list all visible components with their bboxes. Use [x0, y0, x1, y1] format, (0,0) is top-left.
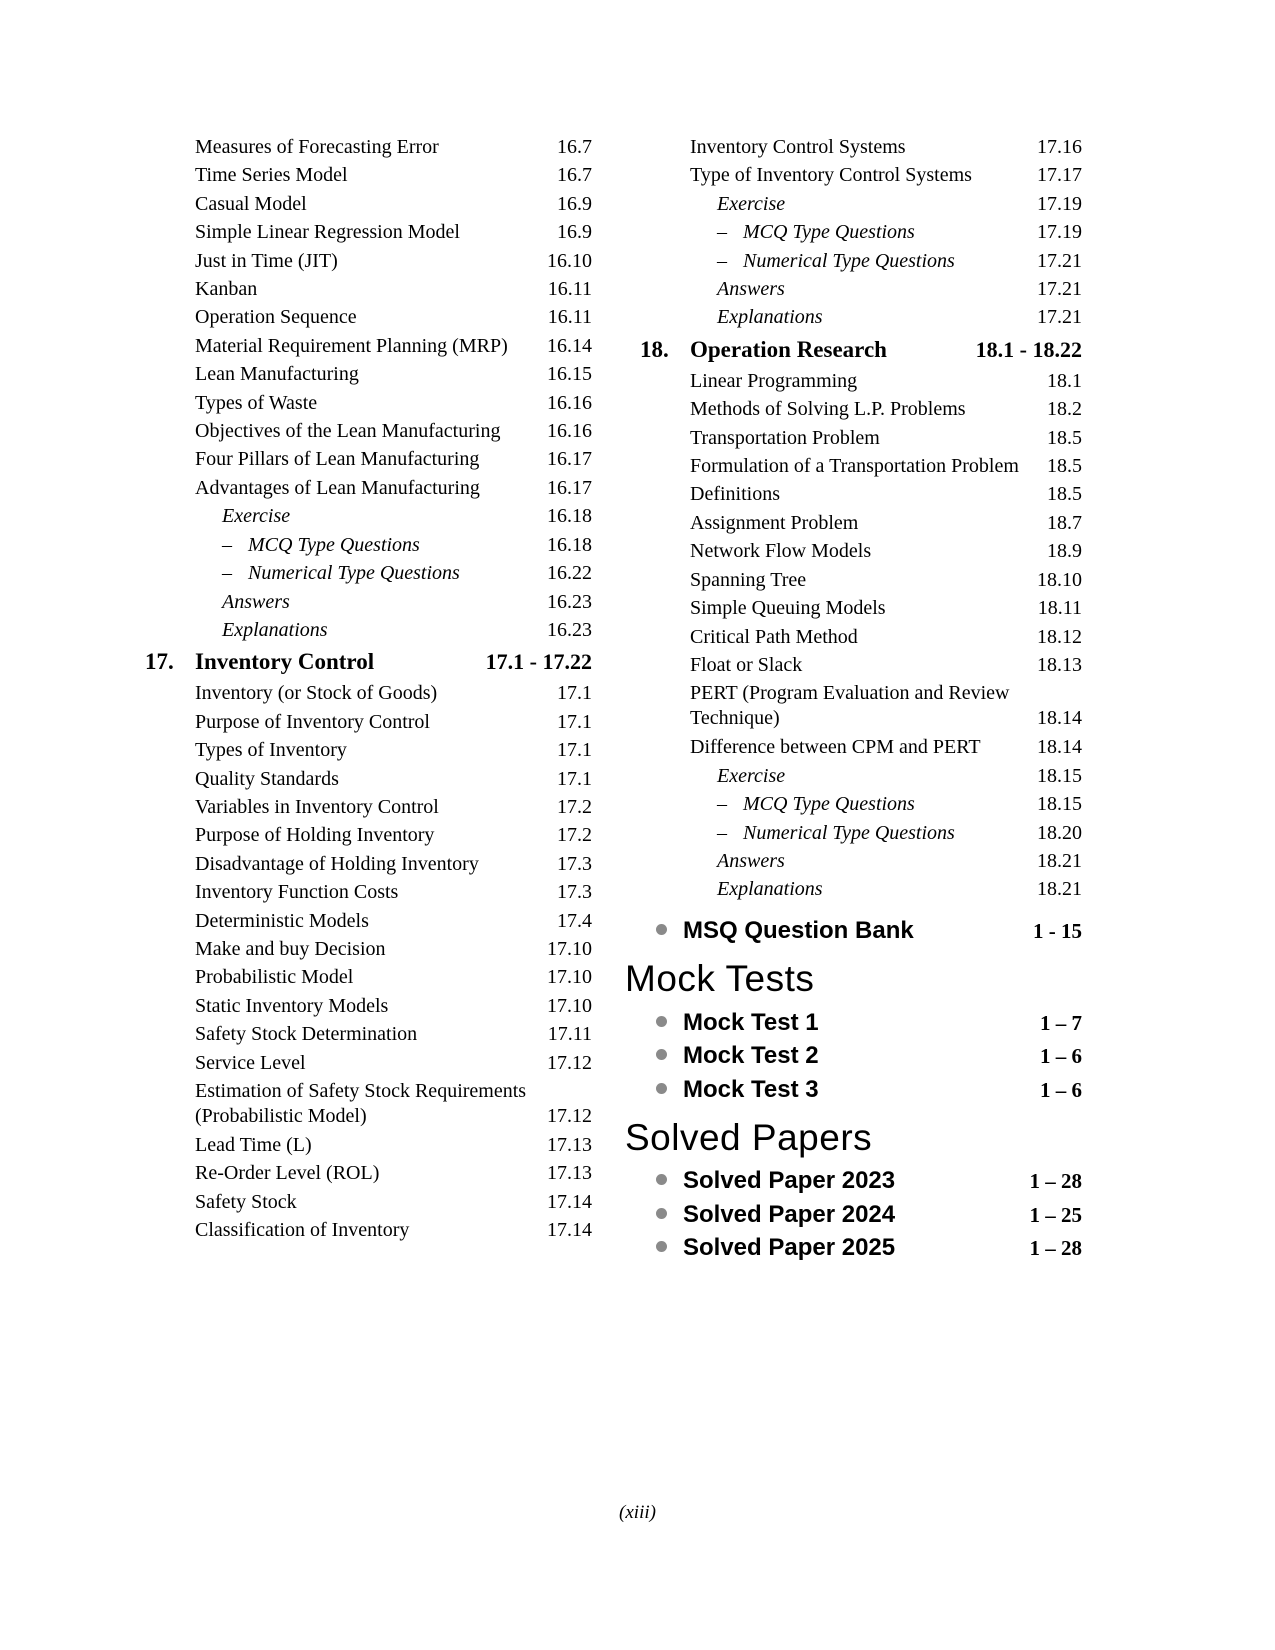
chapter-page-range: 18.1 - 18.22: [975, 336, 1082, 362]
section-heading: Mock Tests: [625, 958, 815, 1000]
entry-page: 18.5: [1047, 426, 1082, 449]
toc-entry: [640, 275, 1082, 303]
toc-entry: [145, 963, 592, 991]
toc-entry: [640, 395, 1082, 423]
toc-entry: [145, 736, 592, 764]
dash-marker: –: [717, 793, 727, 816]
dash-marker: –: [717, 221, 727, 244]
toc-entry: [145, 1020, 592, 1048]
entry-page: 16.7: [557, 164, 592, 187]
entry-label: Inventory (or Stock of Goods): [195, 682, 438, 705]
toc-entry: [640, 537, 1082, 565]
entry-label: Safety Stock: [195, 1190, 297, 1213]
toc-entry: [640, 623, 1082, 651]
toc-column-left: [145, 133, 592, 1265]
entry-label: Explanations: [222, 618, 328, 641]
entry-page: 18.14: [1037, 707, 1082, 730]
entry-page: 17.13: [547, 1134, 592, 1156]
entry-label: Numerical Type Questions: [743, 821, 955, 844]
chapter-number: 17.: [145, 649, 174, 675]
entry-page: 1 – 25: [1029, 1202, 1082, 1227]
entry-page: 18.21: [1037, 878, 1082, 901]
entry-page: 17.4: [557, 909, 592, 932]
entry-label: Static Inventory Models: [195, 994, 389, 1017]
entry-page: 18.20: [1037, 821, 1082, 844]
entry-label: MCQ Type Questions: [743, 221, 915, 244]
entry-label: Just in Time (JIT): [195, 249, 338, 272]
entry-label: Types of Inventory: [195, 739, 347, 762]
toc-entry: [145, 389, 592, 417]
toc-entry: [145, 1159, 592, 1187]
entry-page: 17.1: [557, 710, 592, 733]
entry-page: 16.17: [547, 448, 592, 471]
bullet-icon: [656, 1208, 667, 1219]
entry-page: 17.1: [557, 767, 592, 790]
entry-page: 17.10: [547, 994, 592, 1017]
entry-page: 17.16: [1037, 136, 1082, 158]
entry-label: Assignment Problem: [690, 511, 859, 534]
entry-label: Make and buy Decision: [195, 937, 386, 960]
entry-label: Answers: [717, 278, 785, 301]
entry-label: Re-Order Level (ROL): [195, 1162, 380, 1185]
entry-label: Exercise: [717, 192, 786, 215]
toc-entry: [145, 616, 592, 644]
entry-label: Numerical Type Questions: [248, 562, 460, 585]
entry-label: Four Pillars of Lean Manufacturing: [195, 448, 480, 471]
entry-label: PERT (Program Evaluation and Review Technique): [690, 682, 1010, 730]
entry-page: 16.14: [547, 334, 592, 357]
toc-entry: [640, 875, 1082, 903]
chapter-title: Inventory Control: [195, 649, 375, 675]
toc-entry: [145, 531, 592, 559]
bullet-icon: [656, 924, 667, 935]
bullet-entry: [640, 1073, 1082, 1107]
toc-entry: [145, 708, 592, 736]
toc-entry: [145, 793, 592, 821]
chapter-heading: [145, 647, 592, 677]
bullet-icon: [656, 1016, 667, 1027]
entry-page: 16.22: [547, 562, 592, 585]
entry-label: Network Flow Models: [690, 540, 872, 563]
entry-label: Estimation of Safety Stock Requirements (Probabilistic Model): [195, 1080, 527, 1127]
bullet-entry: [640, 1165, 1082, 1199]
entry-page: 18.5: [1047, 483, 1082, 506]
entry-page: 17.2: [557, 795, 592, 818]
entry-page: 17.21: [1037, 278, 1082, 301]
entry-page: 18.12: [1037, 625, 1082, 648]
bullet-entry: [640, 1006, 1082, 1040]
toc-entry: [145, 1188, 592, 1216]
entry-label: MCQ Type Questions: [248, 533, 420, 556]
entry-page: 17.1: [557, 739, 592, 762]
bullet-icon: [656, 1083, 667, 1094]
entry-page: 1 – 6: [1040, 1077, 1082, 1102]
toc-entry: [640, 566, 1082, 594]
toc-entry: [145, 303, 592, 331]
dash-marker: –: [717, 249, 727, 272]
entry-page: 18.15: [1037, 764, 1082, 787]
entry-page: 16.11: [547, 278, 592, 301]
entry-label: Float or Slack: [690, 653, 803, 676]
entry-label: Purpose of Inventory Control: [195, 710, 430, 733]
entry-label: Exercise: [222, 505, 291, 528]
toc-entry: [640, 679, 1082, 733]
entry-page: 16.18: [547, 505, 592, 528]
toc-entry: [145, 1216, 592, 1244]
entry-label: Advantages of Lean Manufacturing: [195, 476, 480, 499]
toc-entry: [640, 733, 1082, 761]
entry-label: Critical Path Method: [690, 625, 858, 648]
entry-page: 18.2: [1047, 398, 1082, 421]
toc-entry: [145, 992, 592, 1020]
entry-label: Objectives of the Lean Manufacturing: [195, 420, 501, 443]
entry-label: Measures of Forecasting Error: [195, 136, 439, 158]
entry-label: Formulation of a Transportation Problem: [690, 455, 1019, 478]
entry-label: Inventory Function Costs: [195, 881, 399, 904]
toc-entry: [640, 452, 1082, 480]
toc-column-right: [625, 133, 1082, 1265]
toc-entry: [145, 821, 592, 849]
toc-entry: [145, 332, 592, 360]
toc-entry: [145, 360, 592, 388]
entry-page: 1 – 28: [1029, 1169, 1082, 1194]
entry-page: 1 – 6: [1040, 1044, 1082, 1069]
entry-label: Disadvantage of Holding Inventory: [195, 852, 479, 875]
entry-label: Answers: [717, 849, 785, 872]
toc-entry: [145, 559, 592, 587]
bullet-entry: [640, 1198, 1082, 1232]
toc-entry: [640, 367, 1082, 395]
entry-page: 18.15: [1037, 793, 1082, 816]
toc-entry: [640, 161, 1082, 189]
entry-page: 17.3: [557, 852, 592, 875]
toc-entry: [145, 417, 592, 445]
entry-label: Explanations: [717, 306, 823, 329]
toc-entry: [640, 303, 1082, 331]
entry-label: MSQ Question Bank: [683, 917, 914, 945]
entry-page: 17.3: [557, 881, 592, 904]
entry-label: Variables in Inventory Control: [195, 795, 439, 818]
entry-label: Quality Standards: [195, 767, 339, 790]
toc-entry: [145, 190, 592, 218]
entry-page: 16.18: [547, 533, 592, 556]
entry-page: 17.14: [547, 1190, 592, 1213]
entry-label: Numerical Type Questions: [743, 249, 955, 272]
entry-label: Kanban: [195, 278, 258, 301]
toc-entry: [145, 1077, 592, 1131]
entry-label: Methods of Solving L.P. Problems: [690, 398, 966, 421]
entry-page: 18.7: [1047, 511, 1082, 534]
entry-page: 1 – 28: [1029, 1236, 1082, 1261]
chapter-title: Operation Research: [690, 336, 887, 362]
entry-label: Solved Paper 2025: [683, 1234, 896, 1262]
toc-entry: [640, 762, 1082, 790]
entry-page: 16.23: [547, 590, 592, 613]
bullet-entry: [640, 915, 1082, 949]
entry-page: 17.14: [547, 1219, 592, 1242]
toc-entry: [640, 651, 1082, 679]
toc-entry: [640, 218, 1082, 246]
entry-label: Service Level: [195, 1051, 306, 1074]
entry-page: 16.9: [557, 221, 592, 244]
toc-entry: [145, 247, 592, 275]
entry-page: 17.2: [557, 824, 592, 847]
entry-label: Time Series Model: [195, 164, 348, 187]
entry-label: Definitions: [690, 483, 780, 506]
entry-page: 16.15: [547, 363, 592, 386]
entry-label: Lean Manufacturing: [195, 363, 359, 386]
toc-entry: [145, 1049, 592, 1077]
page-number-footer: (xiii): [619, 1502, 656, 1523]
entry-label: Spanning Tree: [690, 568, 807, 591]
toc-entry: [640, 594, 1082, 622]
entry-page: 1 – 7: [1040, 1010, 1082, 1035]
chapter-number: 18.: [640, 336, 669, 362]
entry-label: Types of Waste: [195, 391, 318, 414]
toc-entry: [145, 445, 592, 473]
entry-label: Transportation Problem: [690, 426, 880, 449]
entry-page: 16.23: [547, 618, 592, 641]
entry-label: Solved Paper 2024: [683, 1200, 896, 1228]
entry-page: 17.12: [547, 1051, 592, 1074]
entry-page: 17.1: [557, 682, 592, 705]
entry-label: Classification of Inventory: [195, 1219, 410, 1242]
entry-page: 17.11: [547, 1023, 592, 1046]
entry-label: Simple Linear Regression Model: [195, 221, 460, 244]
entry-page: 17.21: [1037, 249, 1082, 272]
dash-marker: –: [717, 821, 727, 844]
toc-entry: [145, 765, 592, 793]
entry-label: Probabilistic Model: [195, 966, 354, 989]
entry-label: MCQ Type Questions: [743, 793, 915, 816]
toc-entry: [640, 819, 1082, 847]
toc-entry: [145, 218, 592, 246]
toc-entry: [640, 480, 1082, 508]
entry-page: 16.10: [547, 249, 592, 272]
entry-page: 17.17: [1037, 164, 1082, 187]
entry-label: Difference between CPM and PERT: [690, 736, 981, 759]
entry-page: 18.14: [1037, 736, 1082, 759]
toc-entry: [640, 847, 1082, 875]
entry-label: Purpose of Holding Inventory: [195, 824, 435, 847]
bullet-icon: [656, 1049, 667, 1060]
entry-page: 18.21: [1037, 849, 1082, 872]
toc-entry: [145, 474, 592, 502]
entry-label: Type of Inventory Control Systems: [690, 164, 972, 187]
entry-label: Simple Queuing Models: [690, 597, 886, 620]
bullet-icon: [656, 1241, 667, 1252]
entry-page: 17.19: [1037, 221, 1082, 244]
toc-entry: [145, 133, 592, 161]
entry-label: Lead Time (L): [195, 1134, 312, 1156]
bullet-icon: [656, 1174, 667, 1185]
entry-label: Exercise: [717, 764, 786, 787]
entry-page: 16.17: [547, 476, 592, 499]
entry-label: Answers: [222, 590, 290, 613]
toc-columns: [145, 133, 1082, 1265]
chapter-page-range: 17.1 - 17.22: [485, 649, 592, 675]
entry-label: Mock Test 2: [683, 1042, 819, 1070]
entry-page: 16.16: [547, 420, 592, 443]
entry-page: 17.21: [1037, 306, 1082, 329]
entry-page: 17.10: [547, 937, 592, 960]
entry-label: Operation Sequence: [195, 306, 357, 329]
entry-page: 18.11: [1037, 597, 1082, 620]
bullet-entry: [640, 1232, 1082, 1266]
entry-page: 18.9: [1047, 540, 1082, 563]
entry-label: Inventory Control Systems: [690, 136, 906, 158]
dash-marker: –: [222, 562, 232, 585]
toc-entry: [640, 133, 1082, 161]
toc-entry: [640, 790, 1082, 818]
toc-entry: [640, 509, 1082, 537]
entry-page: 17.19: [1037, 192, 1082, 215]
entry-page: 18.1: [1047, 369, 1082, 392]
toc-entry: [145, 502, 592, 530]
entry-page: 18.10: [1037, 568, 1082, 591]
toc-entry: [145, 907, 592, 935]
entry-page: 17.12: [547, 1105, 592, 1127]
entry-page: 16.11: [547, 306, 592, 329]
entry-page: 17.10: [547, 966, 592, 989]
toc-entry: [145, 161, 592, 189]
entry-page: 17.13: [547, 1162, 592, 1185]
entry-label: Safety Stock Determination: [195, 1023, 418, 1046]
chapter-heading: [640, 335, 1082, 365]
entry-page: 16.7: [557, 136, 592, 158]
entry-page: 16.9: [557, 192, 592, 215]
entry-label: Casual Model: [195, 192, 307, 215]
entry-page: 1 - 15: [1033, 919, 1082, 944]
toc-entry: [640, 190, 1082, 218]
toc-entry: [145, 275, 592, 303]
toc-entry: [145, 588, 592, 616]
entry-label: Solved Paper 2023: [683, 1167, 896, 1195]
entry-label: Deterministic Models: [195, 909, 369, 932]
bullet-entry: [640, 1040, 1082, 1074]
toc-entry: [145, 1131, 592, 1159]
toc-entry: [145, 878, 592, 906]
entry-label: Mock Test 1: [683, 1008, 819, 1036]
toc-entry: [640, 424, 1082, 452]
toc-entry: [640, 247, 1082, 275]
toc-entry: [145, 679, 592, 707]
entry-label: Mock Test 3: [683, 1075, 819, 1103]
toc-entry: [145, 850, 592, 878]
section-heading: Solved Papers: [625, 1116, 873, 1158]
entry-label: Linear Programming: [690, 369, 858, 392]
entry-label: Material Requirement Planning (MRP): [195, 334, 508, 357]
dash-marker: –: [222, 533, 232, 556]
entry-page: 16.16: [547, 391, 592, 414]
entry-label: Explanations: [717, 878, 823, 901]
entry-page: 18.13: [1037, 653, 1082, 676]
toc-entry: [145, 935, 592, 963]
entry-page: 18.5: [1047, 455, 1082, 478]
